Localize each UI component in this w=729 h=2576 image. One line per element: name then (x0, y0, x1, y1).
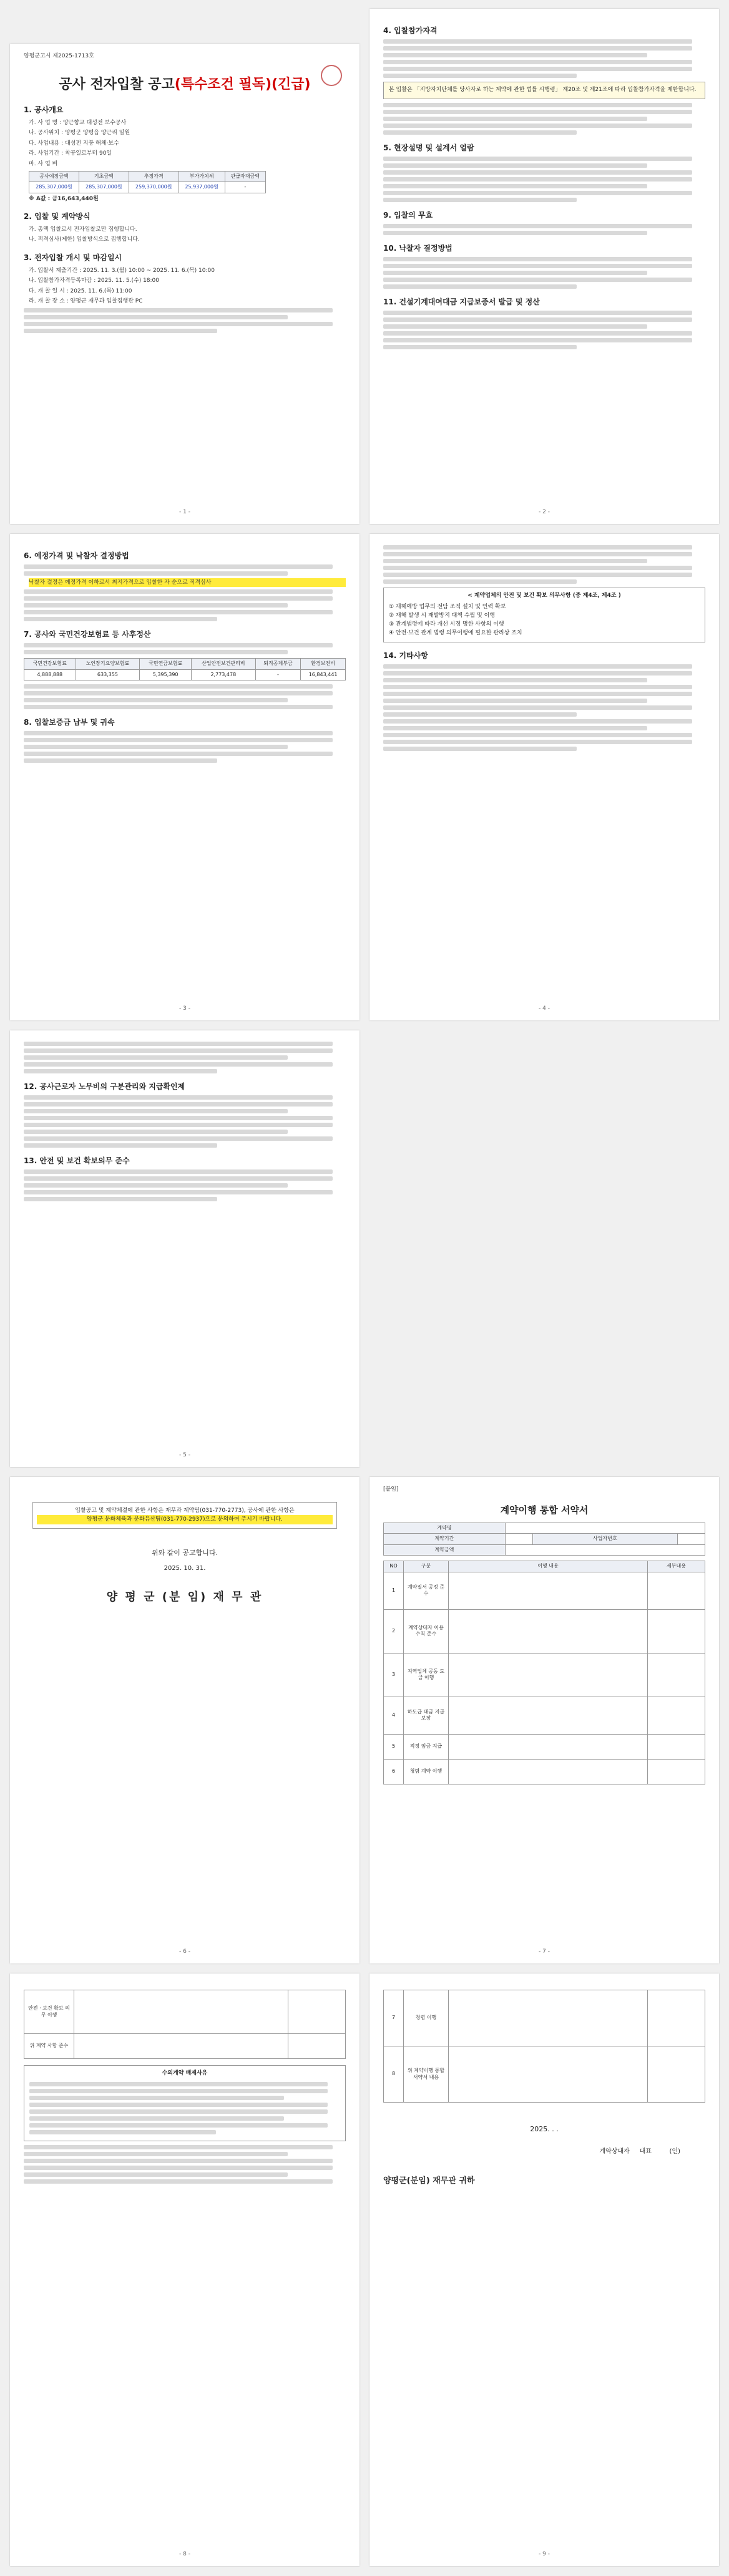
exclusion-box (24, 2065, 346, 2141)
page-7 (369, 1477, 719, 1963)
closing-heading: 위와 같이 공고합니다. (151, 1548, 218, 1557)
page-3 (10, 534, 360, 1020)
list-item: 가. 입찰서 제출기간 : 2025. 11. 3.(월) 10:00 ~ 2025. 11. 6.(목) 10:00 (29, 267, 215, 274)
section-10: 10. 낙찰자 결정방법 (383, 243, 453, 253)
list-item: 나. 입찰참가자격등록마감 : 2025. 11. 5.(수) 18:00 (29, 278, 160, 284)
page-1 (10, 44, 360, 524)
sign-date: 2025. . . (530, 2125, 559, 2133)
table-header: NO (384, 1561, 404, 1572)
list-item: 다. 사업내용 : 대성전 지붕 해체·보수 (29, 140, 119, 147)
safety-box (383, 588, 705, 642)
sign-label: 대표 (639, 2148, 652, 2155)
row-label: 하도급 대금 지급 보장 (404, 1697, 449, 1734)
row-label: 지역업체 공동 도급 이행 (404, 1653, 449, 1697)
table-cell: 25,937,000원 (179, 182, 225, 193)
row-label: 계약질서 공정 준수 (404, 1572, 449, 1609)
pledge-title: 계약이행 통합 서약서 (500, 1504, 589, 1516)
table-header: 구분 (404, 1561, 449, 1572)
table-cell: 285,307,000원 (79, 182, 129, 193)
row-label: 적정 임금 지급 (404, 1734, 449, 1759)
page-number: - 7 - (539, 1949, 550, 1955)
table-header: 추정가격 (129, 171, 179, 182)
continued-table (24, 1990, 346, 2059)
row-label: 청렴 계약 이행 (404, 1759, 449, 1784)
safety-box-title: < 계약업체의 안전 및 보건 확보 의무사항 (중 제4조, 제4조 ) (467, 593, 621, 599)
page-6 (10, 1477, 360, 1963)
note: ※ A값 : 금16,643,440원 (29, 195, 99, 202)
table-header: 노인장기요양보험료 (76, 659, 140, 669)
section-14: 14. 기타사항 (383, 651, 428, 660)
table-cell: 259,370,000원 (129, 182, 179, 193)
page-number: - 4 - (539, 1005, 550, 1012)
page-number: - 8 - (179, 2551, 190, 2557)
page-9 (369, 1973, 719, 2566)
list-item: ③ 관계법령에 따라 개선 시정 명한 사항의 이행 (389, 621, 504, 627)
list-item: 라. 개 찰 장 소 : 양평군 재무과 입찰집행관 PC (29, 298, 143, 305)
doc-title: 공사 전자입찰 공고(특수조건 필독)(긴급) (59, 76, 311, 92)
list-item: ② 재해 발생 시 재발방지 대책 수립 및 이행 (389, 612, 496, 619)
table-header: 국민연금보험료 (140, 659, 192, 669)
table-header: 기초금액 (79, 171, 129, 182)
page-number: - 5 - (179, 1452, 190, 1458)
seal-mark: (인) (669, 2148, 680, 2155)
contract-info-table (383, 1523, 705, 1556)
list-item: 다. 개 찰 일 시 : 2025. 11. 6.(목) 11:00 (29, 288, 132, 294)
list-item: 나. 공사위치 : 양평군 양평읍 양근리 일원 (29, 130, 130, 137)
section-5: 5. 현장설명 및 설계서 열람 (383, 143, 474, 152)
table-header: 산업안전보건관리비 (191, 659, 255, 669)
section-13: 13. 안전 및 보건 확보의무 준수 (24, 1156, 130, 1165)
section-11: 11. 건설기계대여대금 지급보증서 발급 및 정산 (383, 297, 540, 306)
table-cell: 633,355 (76, 669, 140, 680)
row-label: 위 계약이행 통합 서약서 내용 (404, 2046, 449, 2103)
notice-date: 2025. 10. 31. (164, 1564, 206, 1572)
contact-notice (32, 1502, 337, 1529)
row-label: 계약상대자 이용 수칙 준수 (404, 1609, 449, 1653)
signature-line (383, 2146, 680, 2155)
recipient: 양평군(분임) 재무관 귀하 (383, 2176, 475, 2186)
table-cell: 5,395,390 (140, 669, 192, 680)
page-number: - 3 - (179, 1005, 190, 1012)
field-label: 사업자번호 (532, 1534, 677, 1544)
table-cell: 16,843,441 (301, 669, 346, 680)
page-2 (369, 9, 719, 524)
row-label: 청렴 이행 (404, 1990, 449, 2046)
list-item: ④ 안전·보건 관계 법령 의무이행에 필요한 관리상 조치 (389, 629, 522, 636)
table-header: 관급자재금액 (225, 171, 265, 182)
section-9: 9. 입찰의 무효 (383, 210, 433, 220)
section-4: 4. 입찰참가자격 (383, 26, 438, 35)
table-header: 퇴직공제부금 (255, 659, 300, 669)
insurance-table (24, 658, 346, 680)
list-item: 가. 총액 입찰로서 전자입찰로만 집행합니다. (29, 226, 137, 233)
page-number: - 2 - (539, 509, 550, 515)
table-header: 부가가치세 (179, 171, 225, 182)
notice-line: 입찰공고 및 계약체결에 관한 사항은 재무과 계약팀(031-770-2773), 공사에 관한 사항은 (75, 1508, 295, 1514)
cost-table (29, 171, 266, 193)
page-number: - 9 - (539, 2551, 550, 2557)
list-item: 가. 사 업 명 : 양근향교 대성전 보수공사 (29, 119, 127, 126)
table-header: 환경보전비 (301, 659, 346, 669)
doc-number: 양평군고시 제2025-1713호 (24, 53, 94, 59)
section-2: 2. 입찰 및 계약방식 (24, 212, 91, 221)
field-label: 계약기간 (384, 1534, 506, 1544)
page-number: - 1 - (179, 509, 190, 515)
notice-line: 양평군 문화체육과 문화유산팀(031-770-2937)으로 문의하여 주시기 바랍니다. (37, 1515, 333, 1524)
issuer: 양 평 군 (분 임) 재 무 관 (106, 1590, 263, 1604)
list-item: 라. 사업기간 : 착공일로부터 90일 (29, 150, 112, 157)
page-5 (10, 1030, 360, 1467)
list-item: 나. 적격심사(제한) 입찰방식으로 집행합니다. (29, 236, 140, 243)
pledge-table: NO 구분 이행 내용 세부내용 1 계약질서 공정 준수 2 계약상대자 이용 수칙 준수 3 지역업체 공동 도급 이행 4 하도급 대금 지급 보장 5 적정 임금 지급 6 청렴 계약 이행 (383, 1561, 705, 1784)
notice-box: 본 입찰은 「지방자치단체를 당사자로 하는 계약에 관한 법률 시행령」 제20조 및 제21조에 따라 입찰참가자격을 제한합니다. (383, 82, 705, 99)
table-cell: 2,773,478 (191, 669, 255, 680)
section-12: 12. 공사근로자 노무비의 구분관리와 지급확인제 (24, 1082, 185, 1091)
row-label: 안전 · 보건 확보 의무 이행 (24, 1990, 74, 2034)
section-8: 8. 입찰보증금 납부 및 귀속 (24, 718, 115, 727)
page-4 (369, 534, 719, 1020)
table-cell: 285,307,000원 (29, 182, 79, 193)
exclusion-title: 수의계약 배제사유 (162, 2070, 208, 2076)
list-item: 마. 사 업 비 (29, 160, 58, 167)
section-3: 3. 전자입찰 개시 및 마감일시 (24, 253, 122, 262)
table-header: 공사예정금액 (29, 171, 79, 182)
sign-label: 계약상대자 (599, 2148, 630, 2155)
row-label: 위 계약 사항 준수 (24, 2034, 74, 2059)
page-8 (10, 1973, 360, 2566)
section-1: 1. 공사개요 (24, 105, 64, 114)
list-item: ① 재해예방 업무의 전담 조직 설치 및 인력 확보 (389, 603, 506, 610)
table-cell: 4,888,888 (24, 669, 76, 680)
field-label: 계약금액 (384, 1544, 506, 1555)
page-number: - 6 - (179, 1949, 190, 1955)
field-label: 계약명 (384, 1523, 506, 1533)
attachment-tag: [붙임] (383, 1486, 399, 1493)
table-header: 국민건강보험료 (24, 659, 76, 669)
section-6: 6. 예정가격 및 낙찰자 결정방법 (24, 551, 129, 560)
continued-table: 7 청렴 이행 8 위 계약이행 통합 서약서 내용 (383, 1990, 705, 2103)
table-header: 세부내용 (648, 1561, 705, 1572)
section-7: 7. 공사와 국민건강보험료 등 사후정산 (24, 630, 151, 639)
official-seal (321, 65, 342, 86)
table-header: 이행 내용 (449, 1561, 648, 1572)
table-cell: - (225, 182, 265, 193)
table-cell: - (255, 669, 300, 680)
highlight-text: 낙찰자 결정은 예정가격 이하로서 최저가격으로 입찰한 자 순으로 적격심사 (29, 578, 346, 587)
